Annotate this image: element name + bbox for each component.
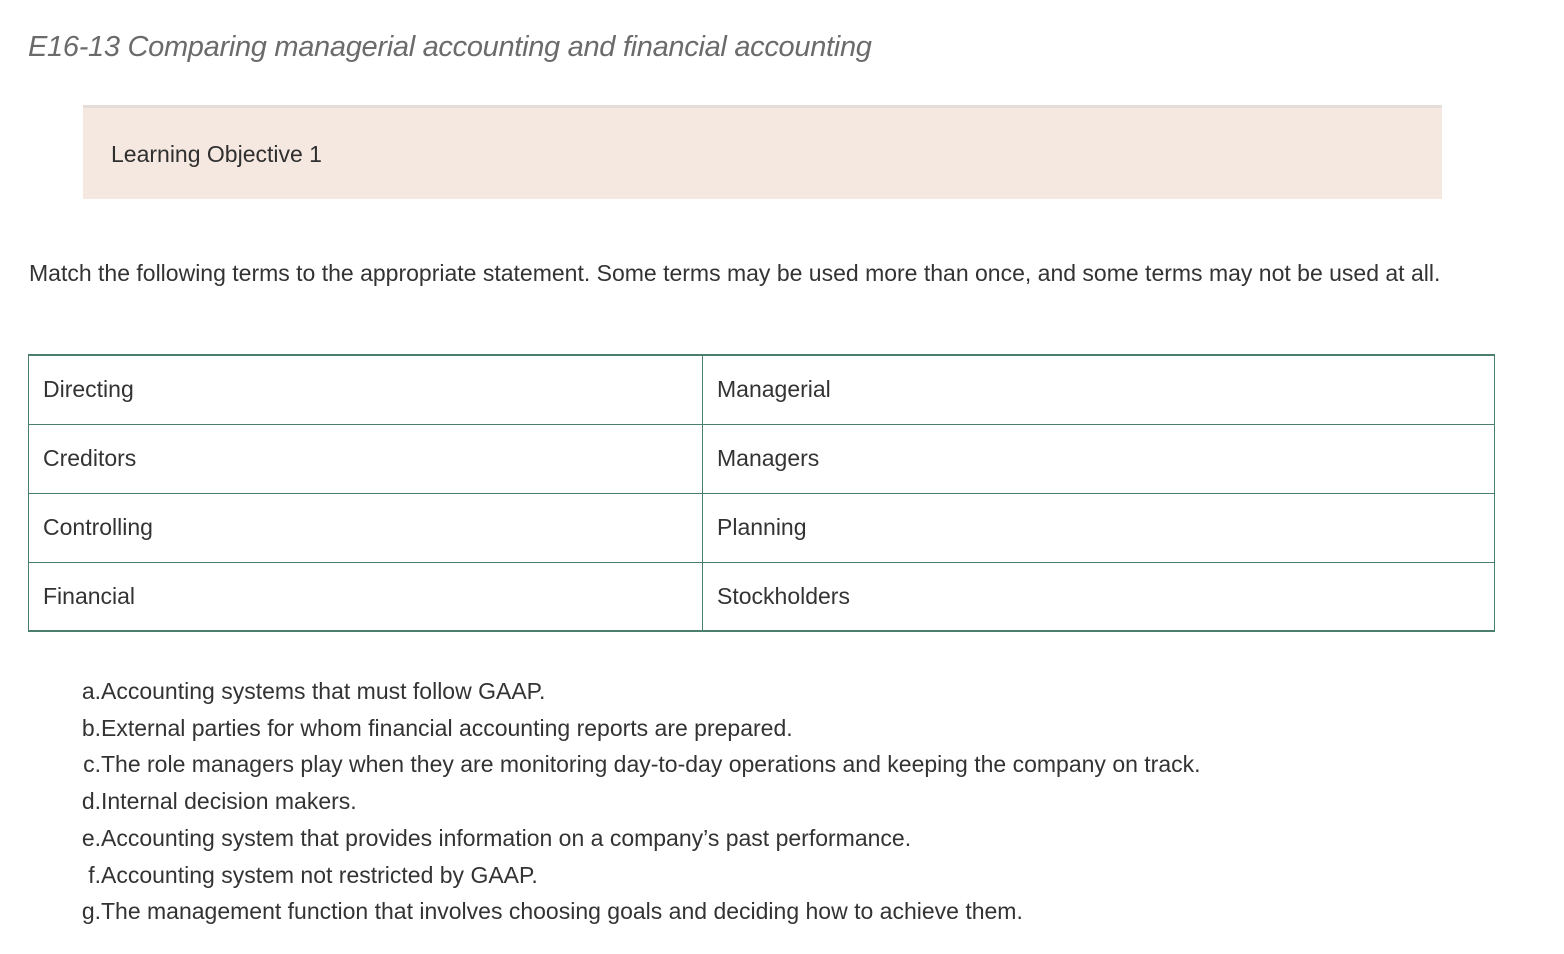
- terms-table: [28, 354, 1495, 632]
- statement-text: Accounting system that provides information on a company’s past performance.: [101, 824, 912, 851]
- statement-text: The role managers play when they are monitoring day-to-day operations and keeping the company on track.: [101, 751, 1201, 778]
- term-cell: Stockholders: [703, 562, 1495, 631]
- statement-text: External parties for whom financial accounting reports are prepared.: [101, 714, 793, 741]
- table-row: [29, 562, 1495, 631]
- list-item: [81, 820, 1201, 857]
- table-row: [29, 355, 1495, 424]
- list-item: [88, 857, 1201, 894]
- learning-objective-label: Learning Objective 1: [111, 141, 322, 167]
- list-marker: a.: [81, 678, 101, 704]
- list-marker: f.: [88, 861, 101, 888]
- table-row: [29, 424, 1495, 493]
- list-item: [81, 710, 1201, 747]
- list-item: [81, 783, 1201, 820]
- list-item: [83, 746, 1201, 783]
- learning-objective-box: [83, 105, 1442, 199]
- term-cell: Directing: [29, 355, 703, 424]
- list-marker: e.: [81, 824, 101, 851]
- statement-text: Accounting system not restricted by GAAP.: [101, 861, 538, 888]
- term-cell: Managers: [703, 424, 1495, 493]
- term-cell: Financial: [29, 562, 703, 631]
- list-marker: b.: [81, 714, 101, 741]
- statement-text: Accounting systems that must follow GAAP.: [101, 678, 546, 704]
- instructions-text: Match the following terms to the appropriate statement. Some terms may be used more than once, and some terms may not be used at all.: [29, 260, 1441, 286]
- list-marker: c.: [83, 751, 101, 778]
- exercise-title: E16-13 Comparing managerial accounting and financial accounting: [28, 31, 872, 64]
- list-item: [81, 673, 1201, 710]
- term-cell: Planning: [703, 493, 1495, 562]
- term-cell: Managerial: [703, 355, 1495, 424]
- term-cell: Controlling: [29, 493, 703, 562]
- statement-text: The management function that involves choosing goals and deciding how to achieve them.: [101, 898, 1023, 925]
- list-marker: g.: [81, 898, 101, 925]
- statements-list: [81, 673, 1201, 930]
- list-item: [81, 893, 1201, 930]
- statement-text: Internal decision makers.: [101, 788, 357, 815]
- list-marker: d.: [81, 788, 101, 815]
- table-row: [29, 493, 1495, 562]
- term-cell: Creditors: [29, 424, 703, 493]
